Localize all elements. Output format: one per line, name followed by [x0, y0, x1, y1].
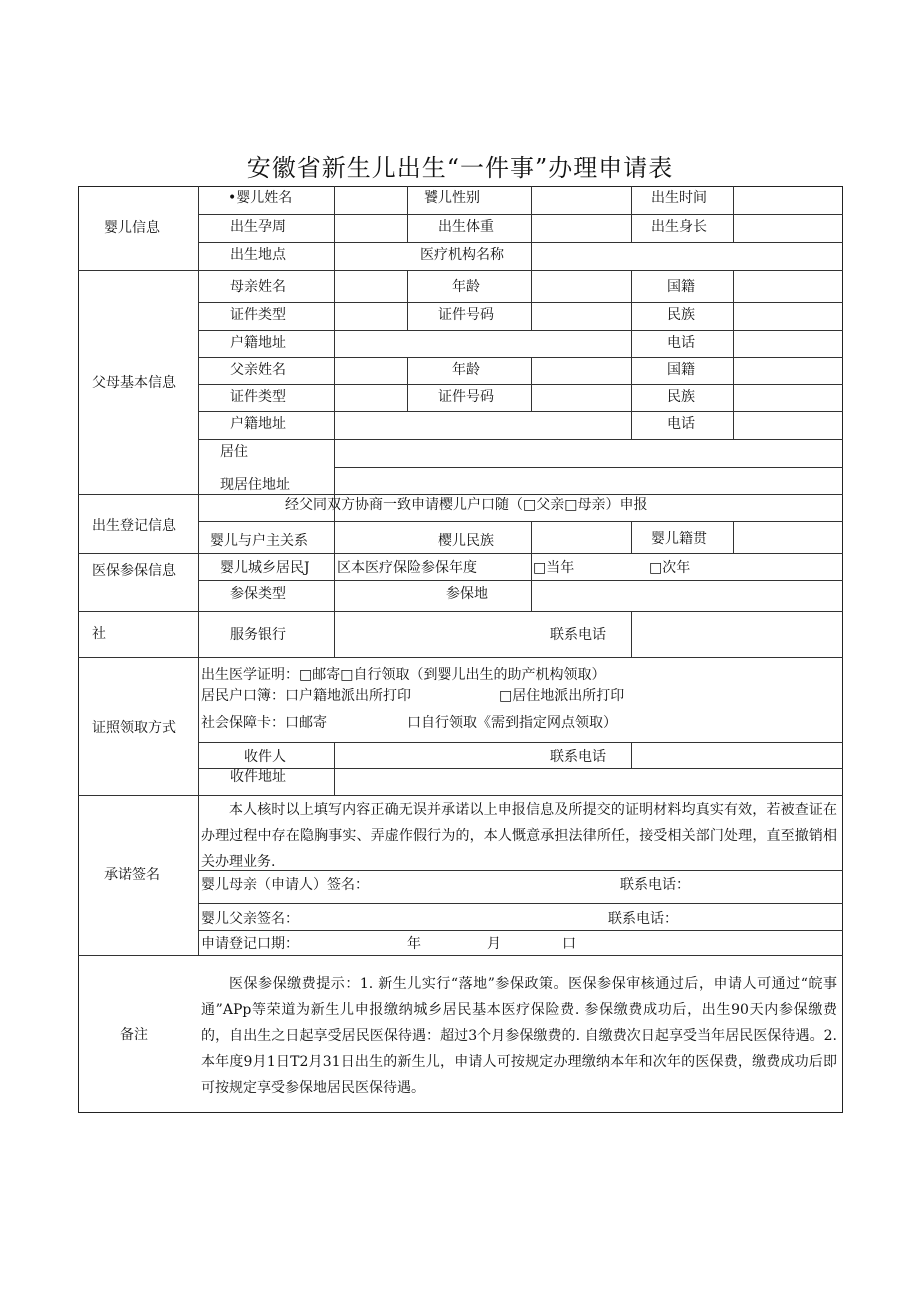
pledge-text: 本人核时以上填写内容正确无误并承诺以上申报信息及所提交的证明材料均真实有效，若被查证在办理过程中存在隐胸事实、弄虚作假行为的，本人慨意承担法律所任，接受相关部门处理，直至撤销相关办理业务. — [201, 802, 837, 870]
remark-text: 医保参保缴费提示：1. 新生儿实行“落地”参保政策。医保参保审核通过后，申请人可通过“皖事通”APp等荣道为新生儿申报缴纳城乡居民基本医疗保险费. 参保缴费成功后，出生90天内参保缴费的，自出生之日起享受居民医保待遇：超过3个月参保缴费的. 自缴费次日起享受当年居民医保待遇。2.本年度9月1日T2月31日出生的新生儿，申请人可按规定办理缴纳本年和次年的医保费，缴费成功后即可按规定享受参保地居民医保待遇。 — [201, 976, 837, 1096]
col-divider — [631, 521, 632, 553]
row-divider — [198, 521, 843, 522]
father-age-label: 年龄 — [452, 362, 480, 378]
mother-signature-phone-label: 联系电话： — [620, 877, 690, 893]
residence-label: 居住 — [220, 444, 248, 460]
section-label-certificate: 证照领取方式 — [92, 720, 176, 736]
father-signature-phone-label: 联系电话： — [608, 911, 678, 927]
row-divider — [198, 302, 843, 303]
birth-time-label: 出生时间 — [651, 190, 707, 206]
row-divider — [198, 357, 843, 358]
section-divider — [78, 270, 843, 271]
infant-ethnicity-label: 樱儿民族 — [438, 533, 494, 549]
section-label-infant: 婴儿信息 — [104, 220, 160, 236]
father-id-number-label: 证件号码 — [438, 389, 494, 405]
father-phone-label: 电话 — [667, 416, 695, 432]
col-divider — [631, 611, 632, 657]
row-divider — [198, 930, 843, 931]
row-divider — [198, 242, 843, 243]
row-divider — [198, 742, 843, 743]
next-year-checkbox[interactable]: □次年 — [649, 560, 691, 576]
mother-nationality-label: 国籍 — [667, 279, 695, 295]
father-name-label: 父亲姓名 — [230, 362, 286, 378]
col-divider — [631, 742, 632, 768]
hukou-print-option-b[interactable]: □居住地派出所打印 — [499, 688, 625, 704]
col-divider — [407, 270, 408, 330]
col-divider — [631, 186, 632, 242]
mother-name-label: 母亲姓名 — [230, 279, 286, 295]
col-divider — [407, 186, 408, 242]
col-divider — [531, 270, 532, 330]
col-divider — [531, 357, 532, 411]
birthplace-label: 出生地点 — [230, 247, 286, 263]
col-divider — [334, 611, 335, 657]
medical-institution-label: 医疗机构名称 — [420, 247, 504, 263]
section-divider — [78, 553, 843, 554]
section-label-social: 社 — [92, 626, 106, 642]
social-card-option-b[interactable]: 口自行领取《需到指定网点领取） — [407, 715, 617, 731]
father-nationality-label: 国籍 — [667, 362, 695, 378]
section-divider — [78, 494, 843, 495]
service-bank-label: 服务银行 — [230, 627, 286, 643]
social-card-option-a[interactable]: 社会保障卡：口邮寄 — [201, 715, 327, 731]
infant-name-label: •婴儿姓名 — [228, 190, 293, 206]
mother-ethnicity-label: 民族 — [667, 307, 695, 323]
section-divider — [78, 795, 843, 796]
date-year: 年 — [407, 936, 421, 952]
row-divider — [198, 580, 843, 581]
col-divider — [198, 186, 199, 955]
recipient-phone-label: 联系电话 — [550, 749, 606, 765]
col-divider — [531, 186, 532, 270]
householder-relation-label: 婴儿与户主关系 — [210, 533, 308, 549]
row-divider — [198, 903, 843, 904]
mother-id-type-label: 证件类型 — [230, 307, 286, 323]
col-divider — [733, 186, 734, 242]
mother-hukou-label: 户籍地址 — [230, 335, 286, 351]
section-label-insurance: 医保参保信息 — [92, 563, 176, 579]
row-divider — [198, 330, 843, 331]
this-year-checkbox[interactable]: □当年 — [533, 560, 575, 576]
form-title: 安徽省新生儿出生“一件事”办理申请表 — [246, 154, 674, 182]
father-signature-label: 婴儿父亲签名： — [201, 911, 299, 927]
father-ethnicity-label: 民族 — [667, 389, 695, 405]
mother-phone-label: 电话 — [667, 335, 695, 351]
row-divider — [198, 768, 843, 769]
date-month: 月 — [487, 936, 501, 952]
col-divider — [334, 553, 335, 611]
section-label-parents: 父母基本信息 — [92, 375, 176, 391]
section-label-remark: 备注 — [120, 1027, 148, 1043]
resident-insurance-label: 婴儿城乡居民J — [220, 560, 310, 576]
col-divider — [407, 357, 408, 411]
row-divider — [198, 439, 843, 440]
col-divider — [631, 270, 632, 439]
birth-weight-label: 出生体重 — [438, 219, 494, 235]
col-divider — [733, 270, 734, 439]
recipient-label: 收件人 — [244, 749, 286, 765]
row-divider — [334, 467, 843, 468]
section-label-pledge: 承诺签名 — [104, 867, 160, 883]
mother-age-label: 年龄 — [452, 279, 480, 295]
col-divider — [334, 270, 335, 494]
section-label-birth-registration: 出生登记信息 — [92, 518, 176, 534]
row-divider — [198, 411, 843, 412]
row-divider — [198, 214, 843, 215]
col-divider — [531, 521, 532, 553]
current-address-label: 现居住地址 — [220, 477, 290, 493]
gestational-week-label: 出生孕周 — [230, 219, 286, 235]
social-phone-label: 联系电话 — [550, 627, 606, 643]
infant-origin-label: 婴儿籍贯 — [651, 531, 707, 547]
father-id-type-label: 证件类型 — [230, 389, 286, 405]
hukou-agreement-text: 经父同双方协商一致申请樱儿户口随（□父亲□母亲）申报 — [285, 497, 648, 513]
medical-certificate-option[interactable]: 出生医学证明：□邮寄□自行领取（到婴儿出生的助产机构领取） — [201, 667, 606, 683]
birth-length-label: 出生身长 — [651, 219, 707, 235]
mother-id-number-label: 证件号码 — [438, 307, 494, 323]
hukou-print-option-a[interactable]: 居民户口簿：口户籍地派出所打印 — [201, 688, 411, 704]
col-divider — [334, 742, 335, 795]
row-divider — [198, 384, 843, 385]
insurance-place-label: 参保地 — [446, 586, 488, 602]
section-divider — [78, 611, 843, 612]
col-divider — [733, 521, 734, 553]
insurance-year-label: 区本医疗保险参保年度 — [337, 560, 477, 576]
col-divider — [531, 553, 532, 611]
mother-signature-label: 婴儿母亲（申请人）签名： — [201, 877, 369, 893]
father-hukou-label: 户籍地址 — [230, 416, 286, 432]
infant-gender-label: 饕儿性别 — [424, 190, 480, 206]
section-divider — [78, 955, 843, 956]
recipient-address-label: 收件地址 — [230, 769, 286, 785]
section-divider — [78, 657, 843, 658]
col-divider — [334, 186, 335, 270]
date-day: 口 — [562, 936, 576, 952]
insurance-type-label: 参保类型 — [230, 586, 286, 602]
application-date-label: 申请登记口期： — [201, 936, 299, 952]
